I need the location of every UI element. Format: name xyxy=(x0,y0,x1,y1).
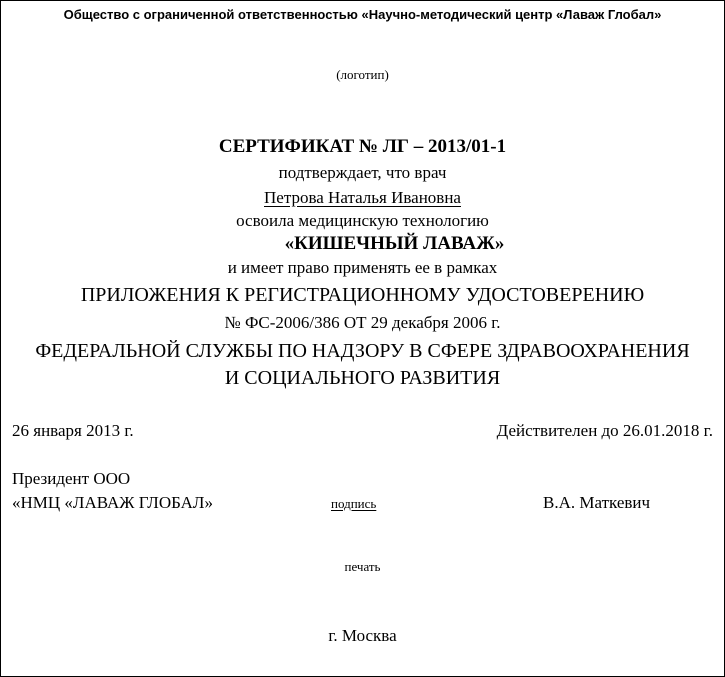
city: г. Москва xyxy=(328,626,397,645)
appendix-text: ПРИЛОЖЕНИЯ К РЕГИСТРАЦИОННОМУ УДОСТОВЕРЕНИЮ xyxy=(80,284,645,306)
confirms-text: подтверждает, что врач xyxy=(278,163,447,182)
seal-placeholder: печать xyxy=(344,559,381,574)
doctor-name: Петрова Наталья Ивановна xyxy=(264,188,461,207)
logo-placeholder: (логотип) xyxy=(336,67,389,82)
issue-date: 26 января 2013 г. xyxy=(12,421,134,440)
signature-placeholder: подпись xyxy=(331,496,377,511)
organization-header: Общество с ограниченной ответственностью «Научно-методический центр «Лаваж Глобал» xyxy=(63,7,662,22)
right-to-apply-text: и имеет право применять ее в рамках xyxy=(227,258,498,277)
president-title: Президент ООО xyxy=(12,469,131,488)
service-line-1: ФЕДЕРАЛЬНОЙ СЛУЖБЫ ПО НАДЗОРУ В СФЕРЕ ЗДРАВООХРАНЕНИЯ xyxy=(35,340,690,362)
signer-name: В.А. Маткевич xyxy=(543,493,651,512)
technology-name: «КИШЕЧНЫЙ ЛАВАЖ» xyxy=(284,233,505,254)
mastered-text: освоила медицинскую технологию xyxy=(236,211,489,230)
certificate-title: СЕРТИФИКАТ № ЛГ – 2013/01-1 xyxy=(218,136,507,157)
registration-number: № ФС-2006/386 ОТ 29 декабря 2006 г. xyxy=(224,313,501,332)
president-organization: «НМЦ «ЛАВАЖ ГЛОБАЛ» xyxy=(12,493,213,512)
service-line-2: И СОЦИАЛЬНОГО РАЗВИТИЯ xyxy=(224,367,501,389)
valid-until: Действителен до 26.01.2018 г. xyxy=(496,421,713,440)
doctor-name-line xyxy=(1,188,724,208)
